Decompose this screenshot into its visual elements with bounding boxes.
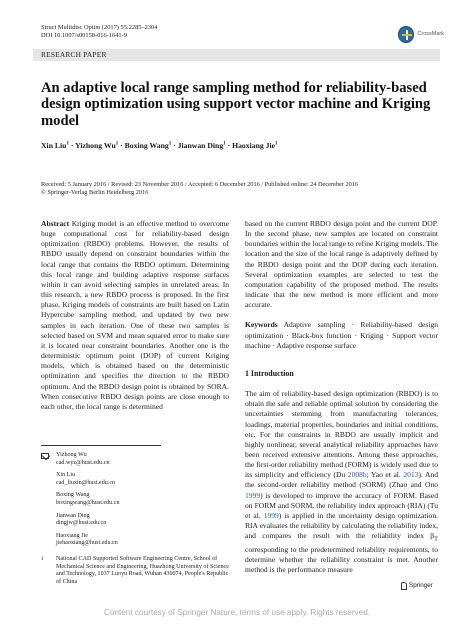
contact-name: Yizhong Wu — [56, 452, 87, 458]
intro-text: ; Yao et al. — [366, 470, 404, 480]
footnote-divider — [41, 445, 161, 446]
author-separator: · — [225, 141, 233, 150]
publisher-name: Springer — [409, 582, 433, 589]
intro-text: corresponding to the predetermined reliability requirements, to determine whether the reliability constraint is met. Another method is the performance measure — [245, 544, 438, 575]
footnotes — [41, 452, 231, 591]
article-type: RESEARCH PAPER — [41, 50, 107, 59]
author-affiliation-mark: 1 — [275, 141, 278, 147]
author-name[interactable]: Boxing Wang — [124, 141, 169, 150]
abstract-continued: based on the current RBDO design point and the current DOP. In the second phase, new samples are located on constraint boundaries within the local range to refine Kriging models. The location and the size of the local range is adaptively defined by the RBDO design point and the DOP during each iteration. Several optimization examples are selected to test the computation capability of the proposed method. The results indicate that the new method is more efficient and more accurate. — [245, 219, 438, 310]
intro-text: ) is applied in the uncertainty design optimization. RIA evaluates the reliability by calculating the reliability index, and compares the result with the reliability index β — [245, 510, 438, 541]
article-title: An adaptive local range sampling method for reliability-based design optimization using support vector machine and Kriging model — [41, 80, 431, 129]
copyright-line: © Springer-Verlag Berlin Heidelberg 2016 — [41, 189, 149, 196]
article-dates — [41, 181, 441, 197]
section-heading-introduction: 1 Introduction — [245, 368, 294, 378]
contact-entry — [41, 492, 231, 507]
courtesy-notice[interactable]: Content courtesy of Springer Nature, terms of use apply. Rights reserved. — [103, 608, 371, 617]
author-affiliation-mark: 1 — [168, 141, 172, 147]
author-name[interactable]: Xin Liu — [41, 141, 67, 150]
author-separator: · — [118, 141, 125, 150]
journal-doi[interactable]: DOI 10.1007/s00158-016-1641-9 — [41, 32, 127, 40]
publisher-logo — [400, 582, 433, 589]
author-name[interactable]: Haoxiang Jie — [232, 141, 276, 150]
abstract-heading: Abstract — [41, 219, 70, 228]
article-history: Received: 5 January 2016 / Revised: 23 November 2016 / Accepted: 6 December 2016 / Published online: 24 December 2016 — [41, 181, 359, 188]
abstract-text: Kriging model is an effective method to overcome huge computational cost for reliability-based design optimization (RBDO) problems. However, the results of RBDO usually depend on constraint boundaries within the local range that contains the RBDO optimum. Determining this local range and building adaptive response surfaces within it can avoid selecting samples in unrelated areas. In this research, a new RBDO process is proposed. In the first phase, Kriging models of constraints are built based on Latin Hypercube sampling method, and updated by two new samples in each iteration. One of these two samples is selected based on SVM and mean squared error to make sure it is located near constraint boundaries. Another one is the deterministic optimum point (DOP) of current Kriging models, which is obtained based on the deterministic optimization and specifies the direction to the RBDO optimum. And the RBDO design point is obtained by SORA. When consecutive RBDO design points are close enough to each other, the local range is determined — [41, 219, 229, 411]
contact-entry — [41, 513, 231, 528]
citation-link[interactable]: 2008b — [347, 470, 367, 480]
abstract-column-left — [41, 219, 229, 412]
intro-text: The aim of reliability-based design optimization (RBDO) is to obtain the safe and reliable optimal solution by considering the uncertainties stemming from manufacturing tolerances, loadings, material properties, boundaries and initial conditions, etc. For the constraints in RBDO are usually implicit and highly nonlinear, several analytical reliability approaches have been received extensive attentions. Among these approaches, the first-order reliability method (FORM) is widely used due to its simplicity and efficiency (Du — [245, 389, 438, 480]
body-column-right — [245, 219, 438, 575]
author-list — [41, 141, 441, 150]
crossmark-label: CrossMark — [417, 31, 444, 37]
journal-citation: Struct Multidisc Optim (2017) 55:2285–2304 — [41, 24, 158, 31]
author-affiliation-mark: 1 — [115, 141, 119, 147]
contact-name: Xin Liu — [56, 472, 76, 479]
citation-link[interactable]: 1999 — [263, 510, 279, 520]
keywords-block — [245, 320, 438, 350]
author-name[interactable]: Yizhong Wu — [75, 141, 116, 150]
beta-subscript: T — [434, 535, 438, 543]
crossmark-badge[interactable] — [398, 23, 444, 45]
journal-header — [41, 24, 157, 40]
contact-email[interactable]: jiehaoxiang@hust.edu.cn — [56, 540, 118, 547]
affiliation-number: 1 — [41, 555, 44, 562]
introduction-paragraph — [245, 389, 438, 575]
author-separator: · — [68, 141, 76, 150]
contact-entry — [41, 472, 231, 487]
envelope-icon — [41, 453, 49, 459]
crossmark-icon — [398, 26, 414, 43]
keywords-text: Adaptive sampling · Reliability-based design optimization · Black-box function · Kriging · Support vector machine · Adaptive response surface — [245, 320, 438, 350]
contact-entry — [41, 533, 231, 548]
citation-link[interactable]: 1999 — [245, 490, 261, 500]
intro-text: ) is developed to improve the accuracy of FORM. Based on FORM and SORM, the reliability index approach (RIA) (Tu et al. — [245, 490, 438, 520]
author-separator: · — [171, 141, 178, 150]
affiliation-footnote — [41, 556, 231, 586]
contact-email[interactable]: dingjw@hust.edu.cn — [56, 520, 107, 527]
contact-email[interactable]: boxingwang@hust.edu.cn — [56, 499, 120, 506]
affiliation-text: National CAD Supported Software Engineering Centre, School of Mechanical Science and Engineering, Huazhong University of Science and Technology, 1037 Luoyu Road, Wuhan 430074, People's Republic of China — [56, 555, 229, 585]
contact-name: Haoxiang Jie — [56, 532, 88, 539]
contact-name: Boxing Wang — [56, 492, 90, 499]
springer-horse-icon — [400, 582, 407, 589]
contact-name: Jianwan Ding — [56, 512, 90, 519]
corresponding-author — [41, 452, 231, 467]
author-affiliation-mark: 1 — [223, 141, 226, 147]
author-name[interactable]: Jianwan Ding — [177, 141, 224, 150]
citation-link[interactable]: 2013 — [403, 470, 419, 480]
contact-email[interactable]: cad_liuxin@hust.edu.cn — [56, 479, 116, 486]
intro-text: ). And the second-order reliability method (SORM) (Zhao and Ono — [245, 470, 438, 490]
keywords-heading: Keywords — [245, 320, 278, 330]
contact-email[interactable]: cad.wyz@hust.edu.cn — [56, 459, 110, 466]
author-affiliation-mark: 1 — [66, 141, 69, 147]
